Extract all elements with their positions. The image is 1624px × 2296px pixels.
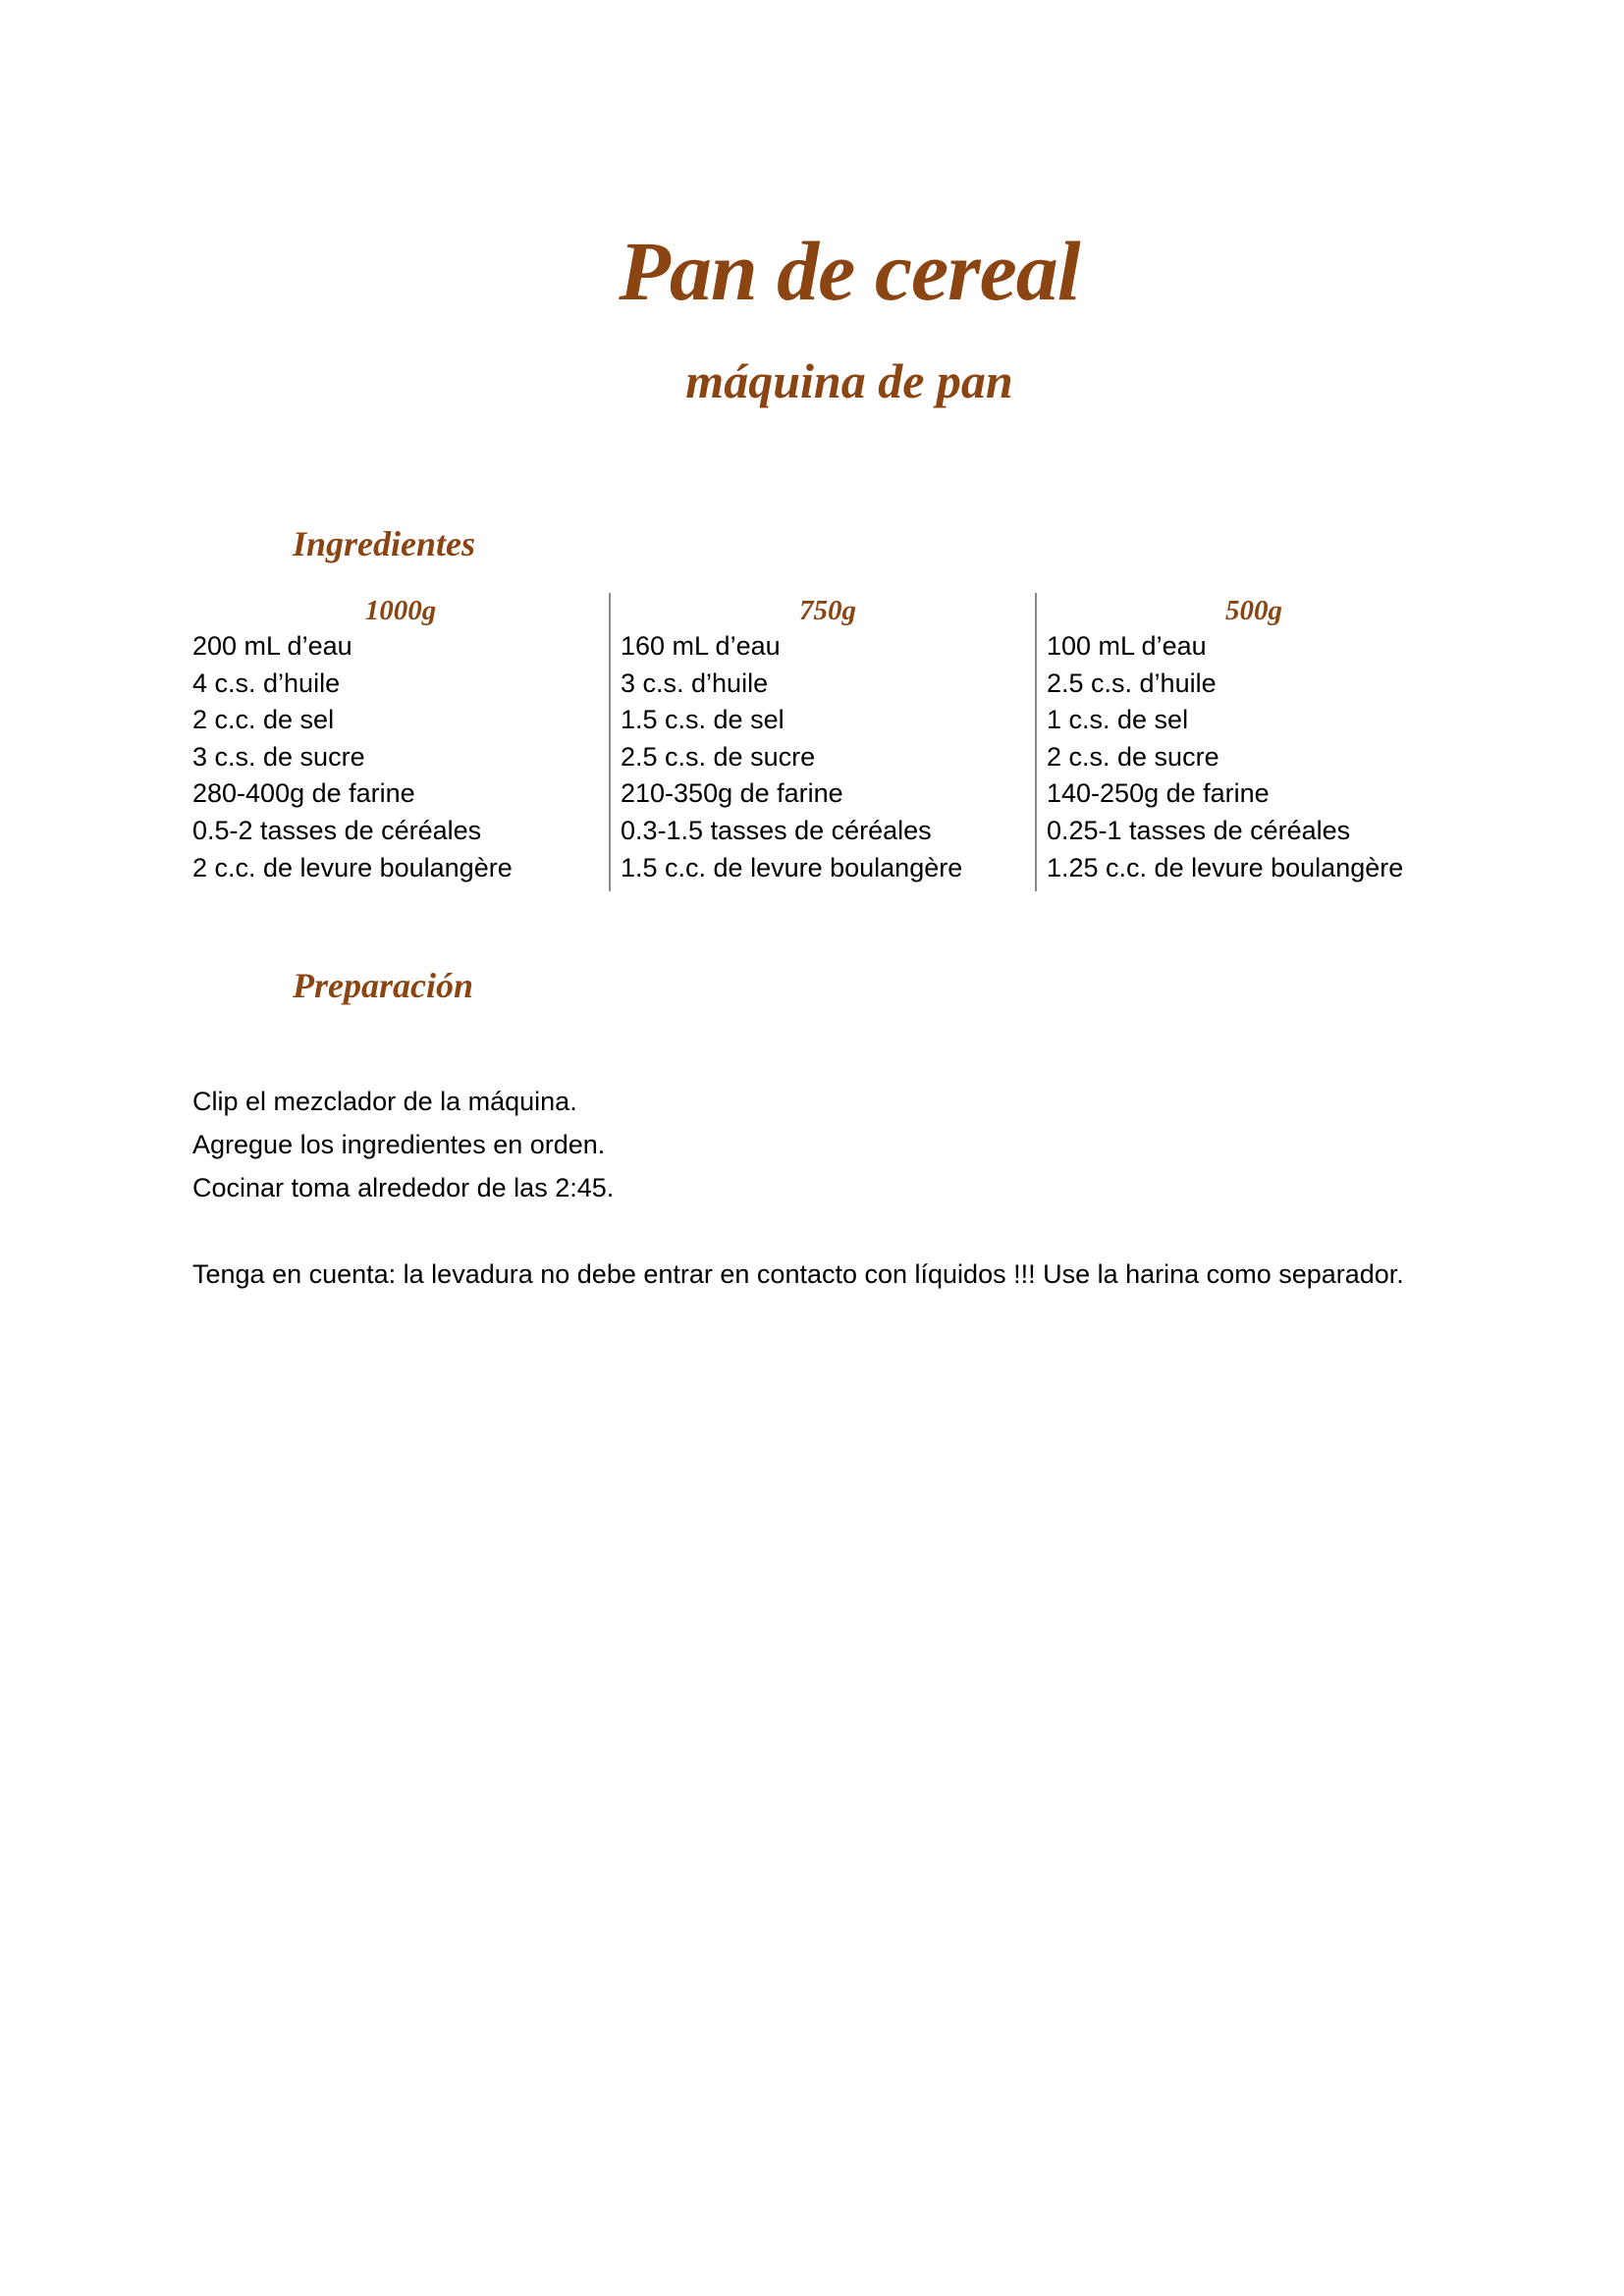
ingredient-item: 2 c.s. de sucre [1047, 741, 1219, 772]
ingredients-heading: Ingredientes [293, 524, 476, 563]
ingredient-item: 3 c.s. d’huile [621, 667, 769, 698]
preparation-step: Cocinar toma alrededor de las 2:45. [192, 1173, 615, 1202]
recipe-subtitle: máquina de pan [685, 353, 1013, 408]
ingredient-list [1047, 628, 1461, 886]
ingredient-item: 210-350g de farine [621, 778, 843, 809]
ingredient-item: 2 c.c. de levure boulangère [192, 852, 513, 882]
ingredients-column-750g [609, 593, 1035, 891]
ingredient-item: 100 mL d’eau [1047, 631, 1207, 661]
ingredient-item: 200 mL d’eau [192, 631, 352, 661]
ingredient-item: 3 c.s. de sucre [192, 741, 365, 772]
ingredient-item: 0.25-1 tasses de céréales [1047, 815, 1351, 845]
preparation-step: Agregue los ingredientes en orden. [192, 1130, 606, 1159]
ingredient-item: 140-250g de farine [1047, 778, 1270, 809]
column-size-label: 500g [1225, 595, 1282, 626]
ingredient-item: 1.25 c.c. de levure boulangère [1047, 852, 1404, 882]
ingredient-item: 1.5 c.s. de sel [621, 705, 785, 735]
ingredients-column-500g [1035, 593, 1461, 891]
column-size-label: 1000g [364, 595, 437, 626]
ingredient-item: 2.5 c.s. d’huile [1047, 667, 1217, 698]
ingredient-item: 1 c.s. de sel [1047, 705, 1189, 735]
preparation-body [192, 1080, 1567, 1296]
ingredients-column-1000g [183, 593, 609, 891]
preparation-heading: Preparación [293, 966, 473, 1005]
preparation-note: Tenga en cuenta: la levadura no debe entrar en contacto con líquidos !!! Use la harina como separador. [192, 1259, 1404, 1289]
recipe-title: Pan de cereal [619, 224, 1080, 318]
column-size-label: 750g [799, 595, 856, 626]
ingredients-table [183, 593, 1461, 891]
ingredient-item: 0.3-1.5 tasses de céréales [621, 815, 932, 845]
ingredient-item: 0.5-2 tasses de céréales [192, 815, 482, 845]
preparation-step: Clip el mezclador de la máquina. [192, 1087, 577, 1116]
ingredient-item: 4 c.s. d’huile [192, 667, 341, 698]
ingredient-item: 2 c.c. de sel [192, 705, 335, 735]
ingredient-item: 280-400g de farine [192, 778, 415, 809]
ingredient-item: 160 mL d’eau [621, 631, 781, 661]
ingredient-item: 2.5 c.s. de sucre [621, 741, 816, 772]
ingredient-list [192, 628, 609, 886]
ingredient-item: 1.5 c.c. de levure boulangère [621, 852, 963, 882]
ingredient-list [621, 628, 1035, 886]
